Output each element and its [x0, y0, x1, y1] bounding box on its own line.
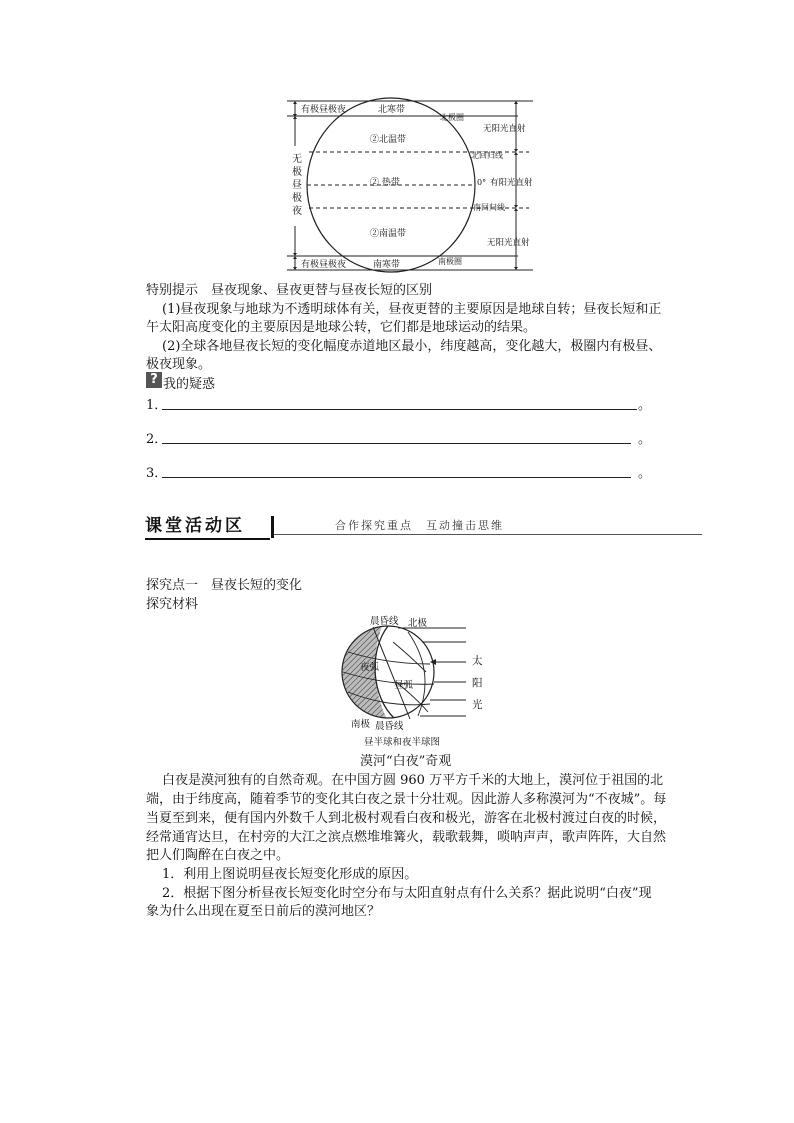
section-title: 课堂活动区	[145, 516, 245, 536]
label-tropic-cancer: 北回归线	[471, 151, 503, 160]
doubt-1-blank[interactable]	[162, 409, 637, 410]
tips-heading: 特别提示 昼夜现象、昼夜更替与昼夜长短的区别	[146, 283, 433, 298]
label-left-v1: 无	[292, 154, 302, 165]
question-mark-icon: ?	[146, 372, 162, 388]
explore-point-title: 探究点一 昼夜长短的变化	[146, 578, 303, 593]
article-line-4: 经常通宵达旦，在村旁的大江之滨点燃堆堆篝火，载歌载舞，唢呐声声，歌声阵阵，大自然	[146, 830, 667, 845]
label-terminator-top: 晨昏线	[370, 616, 399, 627]
article-line-2: 端，由于纬度高，随着季节的变化其白夜之景十分壮观。因此游人多称漠河为“不夜城”。每	[146, 792, 667, 807]
label-polar-day-night-bottom: 有极昼极夜	[301, 260, 347, 270]
label-sun-3: 光	[472, 699, 483, 711]
section-rule	[274, 534, 702, 535]
article-line-1: 白夜是漠河独有的自然奇观。在中国方圆 960 万平方千米的大地上，漠河位于祖国的北	[162, 773, 664, 788]
question-2-line1: 2．根据下图分析昼夜长短变化时空分布与太阳直射点有什么关系？据此说明“白夜”现	[162, 886, 652, 901]
explore-material: 探究材料	[146, 597, 199, 612]
label-north-pole: 北极	[408, 618, 428, 629]
label-south-pole: 南极	[351, 719, 371, 730]
label-left-v5: 夜	[292, 206, 302, 217]
article-line-3: 当夏至到来，便有国内外数千人到北极村观看白夜和极光，游客在北极村渡过白夜的时候，	[146, 811, 667, 826]
label-south-temperate: ②南温带	[370, 229, 407, 239]
label-antarctic-circle: 南极圈	[438, 257, 462, 266]
section-title-underline	[145, 538, 270, 540]
label-night-arc: 夜弧	[360, 662, 380, 673]
doubt-3-blank[interactable]	[162, 477, 631, 478]
label-south-frigid: 南寒带	[373, 260, 401, 270]
doubt-3-number: 3．	[146, 466, 168, 481]
label-no-direct-sun-top: 无阳光直射	[483, 124, 526, 134]
label-tropic-capricorn: 南回归线	[473, 203, 505, 212]
doubt-2-number: 2．	[146, 432, 168, 447]
label-sun-2: 阳	[472, 677, 483, 689]
question-1: 1．利用上图说明昼夜长短变化形成的原因。	[162, 867, 418, 882]
section-subtitle: 合作探究重点 互动撞击思维	[335, 519, 504, 532]
label-tropics: ② 热带	[370, 178, 400, 188]
doubt-1-end: 。	[638, 398, 652, 413]
article-line-5: 把人们陶醉在白夜之中。	[146, 848, 290, 863]
label-no-direct-sun-bottom: 无阳光直射	[487, 238, 530, 248]
label-direct-sun: 有阳光直射	[490, 178, 533, 188]
doubt-2-end: 。	[638, 432, 652, 447]
doubts-title: 我的疑惑	[163, 377, 216, 392]
tips-p2-line2: 极夜现象。	[146, 357, 212, 372]
doubt-2-blank[interactable]	[162, 443, 631, 444]
tips-p1-line1: (1)昼夜现象与地球为不透明球体有关，昼夜更替的主要原因是地球自转；昼夜长短和正	[162, 302, 662, 317]
section-banner	[145, 514, 705, 540]
doubt-1-number: 1．	[146, 398, 168, 413]
question-2-line2: 象为什么出现在夏至日前后的漠河地区？	[146, 904, 381, 919]
figure2-caption: 昼半球和夜半球图	[364, 737, 441, 748]
label-north-temperate: ②北温带	[370, 135, 407, 145]
doubt-3-end: 。	[638, 466, 652, 481]
label-terminator-bottom: 晨昏线	[375, 721, 404, 732]
tips-p1-line2: 午太阳高度变化的主要原因是地球公转，它们都是地球运动的结果。	[146, 320, 537, 335]
label-arctic-circle: 北极圈	[440, 113, 464, 122]
article-title: 漠河“白夜”奇观	[360, 754, 452, 769]
label-day-arc: 昼弧	[394, 680, 414, 691]
tips-p2-line1: (2)全球各地昼夜长短的变化幅度赤道地区最小，纬度越高，变化越大，极圈内有极昼、	[162, 339, 662, 354]
label-left-v4: 极	[292, 193, 302, 204]
label-north-frigid: 北寒带	[378, 105, 406, 115]
label-left-v3: 昼	[292, 180, 302, 191]
label-sun-1: 太	[472, 655, 483, 667]
label-left-v2: 极	[292, 167, 302, 178]
climate-zones-diagram	[283, 96, 543, 274]
label-polar-day-night-top: 有极昼极夜	[301, 105, 347, 115]
day-night-hemisphere-diagram	[338, 612, 498, 752]
label-equator-zero: 0°	[477, 178, 487, 187]
